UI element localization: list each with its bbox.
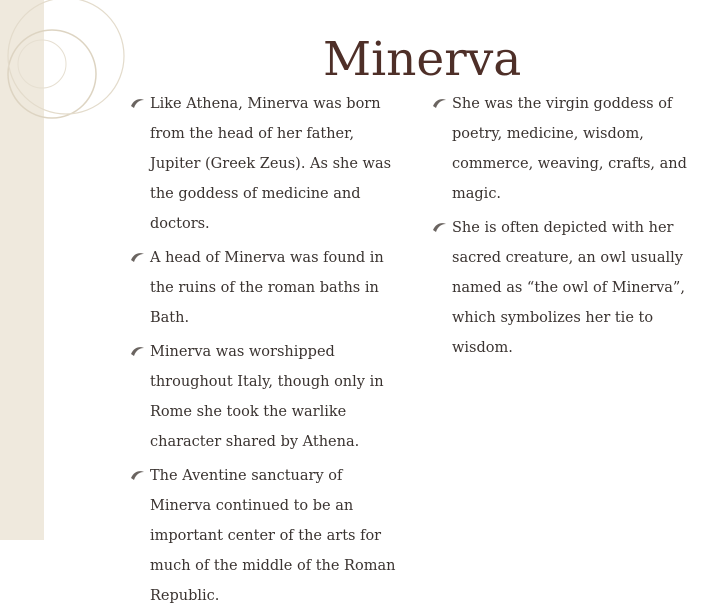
bullet-item — [430, 213, 718, 363]
swoosh-bullet-icon — [432, 98, 447, 110]
bullet-text: Like Athena, Minerva was born from the head of her father, Jupiter (Greek Zeus). As she was the goddess of medicine and doctors. — [150, 96, 392, 232]
bullet-text: A head of Minerva was found in the ruins of the roman baths in Bath. — [150, 250, 384, 326]
bullet-text: Minerva was worshipped throughout Italy, though only in Rome she took the warlike character shared by Athena. — [150, 344, 384, 450]
swoosh-bullet-icon — [130, 252, 145, 264]
right-column — [430, 89, 718, 367]
bullet-item — [430, 89, 718, 209]
bullet-text: The Aventine sanctuary of Minerva continued to be an important center of the arts for much of the middle of the Roman Republic. — [150, 468, 396, 604]
bullet-item — [128, 337, 400, 457]
slide-title: Minerva — [323, 32, 522, 87]
swoosh-bullet-icon — [130, 98, 145, 110]
swoosh-bullet-icon — [130, 346, 145, 358]
bullet-item — [128, 461, 400, 611]
swoosh-bullet-icon — [130, 470, 145, 482]
bullet-item — [128, 243, 400, 333]
left-column — [128, 89, 400, 615]
bullet-item — [128, 89, 400, 239]
swoosh-bullet-icon — [432, 222, 447, 234]
bullet-text: She is often depicted with her sacred creature, an owl usually named as “the owl of Minerva”, which symbolizes her tie to wisdom. — [452, 220, 685, 356]
bullet-text: She was the virgin goddess of poetry, medicine, wisdom, commerce, weaving, crafts, and magic. — [452, 96, 687, 202]
